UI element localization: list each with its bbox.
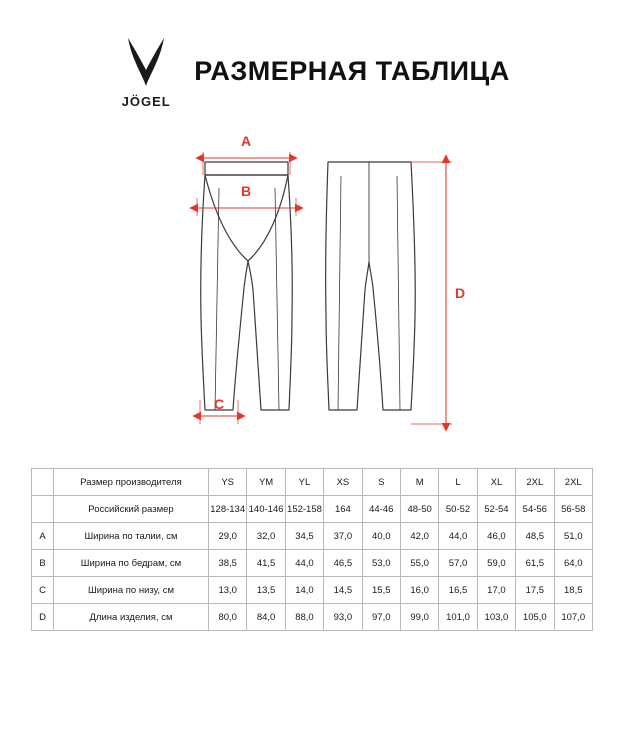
table-cell: 14,5 bbox=[324, 577, 362, 604]
size-table bbox=[31, 468, 593, 631]
table-row bbox=[32, 550, 593, 577]
table-column-header: YS bbox=[209, 469, 247, 496]
table-column-header: YL bbox=[285, 469, 323, 496]
table-cell: 80,0 bbox=[209, 604, 247, 631]
label-d: D bbox=[454, 285, 466, 301]
table-cell: 99,0 bbox=[400, 604, 438, 631]
table-cell: 54-56 bbox=[516, 496, 554, 523]
brand-logo bbox=[114, 34, 178, 109]
row-label-cell: Ширина по бедрам, см bbox=[54, 550, 209, 577]
page-header bbox=[0, 34, 624, 109]
table-cell: 105,0 bbox=[516, 604, 554, 631]
row-label-cell: Российский размер bbox=[54, 496, 209, 523]
table-cell: 88,0 bbox=[285, 604, 323, 631]
row-label-cell: Ширина по талии, см bbox=[54, 523, 209, 550]
table-row bbox=[32, 577, 593, 604]
table-cell: 48,5 bbox=[516, 523, 554, 550]
table-cell: 57,0 bbox=[439, 550, 477, 577]
diagram-svg bbox=[0, 128, 624, 448]
table-column-header: XS bbox=[324, 469, 362, 496]
table-cell: 64,0 bbox=[554, 550, 592, 577]
table-cell: 53,0 bbox=[362, 550, 400, 577]
table-cell: 52-54 bbox=[477, 496, 515, 523]
table-column-header: M bbox=[400, 469, 438, 496]
table-cell: 29,0 bbox=[209, 523, 247, 550]
table-cell: 44,0 bbox=[285, 550, 323, 577]
table-cell: 44,0 bbox=[439, 523, 477, 550]
table-cell: 55,0 bbox=[400, 550, 438, 577]
row-letter-cell: D bbox=[32, 604, 54, 631]
table-cell: 152-158 bbox=[285, 496, 323, 523]
row-label-cell: Ширина по низу, см bbox=[54, 577, 209, 604]
table-cell: 14,0 bbox=[285, 577, 323, 604]
table-cell: 128-134 bbox=[209, 496, 247, 523]
table-cell: 41,5 bbox=[247, 550, 285, 577]
table-cell: 16,0 bbox=[400, 577, 438, 604]
table-cell: 84,0 bbox=[247, 604, 285, 631]
jogel-mark-icon bbox=[118, 34, 174, 92]
table-column-header: S bbox=[362, 469, 400, 496]
table-cell: 107,0 bbox=[554, 604, 592, 631]
table-column-header: 2XL bbox=[554, 469, 592, 496]
row-letter-cell: A bbox=[32, 523, 54, 550]
table-cell: 51,0 bbox=[554, 523, 592, 550]
table-cell: 164 bbox=[324, 496, 362, 523]
table-cell: 48-50 bbox=[400, 496, 438, 523]
table-cell: 18,5 bbox=[554, 577, 592, 604]
table-row bbox=[32, 604, 593, 631]
table-cell: 34,5 bbox=[285, 523, 323, 550]
table-cell: 40,0 bbox=[362, 523, 400, 550]
table-cell: 17,5 bbox=[516, 577, 554, 604]
table-cell: 140-146 bbox=[247, 496, 285, 523]
table-cell: 59,0 bbox=[477, 550, 515, 577]
table-cell: 13,5 bbox=[247, 577, 285, 604]
table-column-header: 2XL bbox=[516, 469, 554, 496]
table-cell: 61,5 bbox=[516, 550, 554, 577]
table-cell: 38,5 bbox=[209, 550, 247, 577]
table-row bbox=[32, 523, 593, 550]
table-cell: 15,5 bbox=[362, 577, 400, 604]
table-cell: 42,0 bbox=[400, 523, 438, 550]
table-cell: 13,0 bbox=[209, 577, 247, 604]
table-cell: 16,5 bbox=[439, 577, 477, 604]
label-c: C bbox=[213, 396, 225, 412]
row-letter-cell bbox=[32, 496, 54, 523]
table-column-header: L bbox=[439, 469, 477, 496]
row-letter-cell: B bbox=[32, 550, 54, 577]
table-cell: 50-52 bbox=[439, 496, 477, 523]
table-cell: 37,0 bbox=[324, 523, 362, 550]
brand-wordmark: JÖGEL bbox=[121, 94, 171, 109]
label-a: A bbox=[240, 133, 252, 149]
table-cell: 103,0 bbox=[477, 604, 515, 631]
table-column-header: XL bbox=[477, 469, 515, 496]
size-table-container bbox=[31, 468, 593, 631]
table-column-header: YM bbox=[247, 469, 285, 496]
row-letter-cell: C bbox=[32, 577, 54, 604]
table-cell: 44-46 bbox=[362, 496, 400, 523]
table-cell: 93,0 bbox=[324, 604, 362, 631]
table-cell: 101,0 bbox=[439, 604, 477, 631]
row-label-cell: Длина изделия, см bbox=[54, 604, 209, 631]
table-cell: 46,5 bbox=[324, 550, 362, 577]
table-cell: 17,0 bbox=[477, 577, 515, 604]
label-b: B bbox=[240, 183, 252, 199]
table-corner-cell bbox=[32, 469, 54, 496]
pants-measurement-diagram bbox=[0, 128, 624, 448]
table-cell: 32,0 bbox=[247, 523, 285, 550]
table-cell: 46,0 bbox=[477, 523, 515, 550]
table-cell: 56-58 bbox=[554, 496, 592, 523]
page-title: РАЗМЕРНАЯ ТАБЛИЦА bbox=[194, 56, 510, 86]
table-header-label: Размер производителя bbox=[54, 469, 209, 496]
table-cell: 97,0 bbox=[362, 604, 400, 631]
table-row bbox=[32, 496, 593, 523]
table-header-row bbox=[32, 469, 593, 496]
